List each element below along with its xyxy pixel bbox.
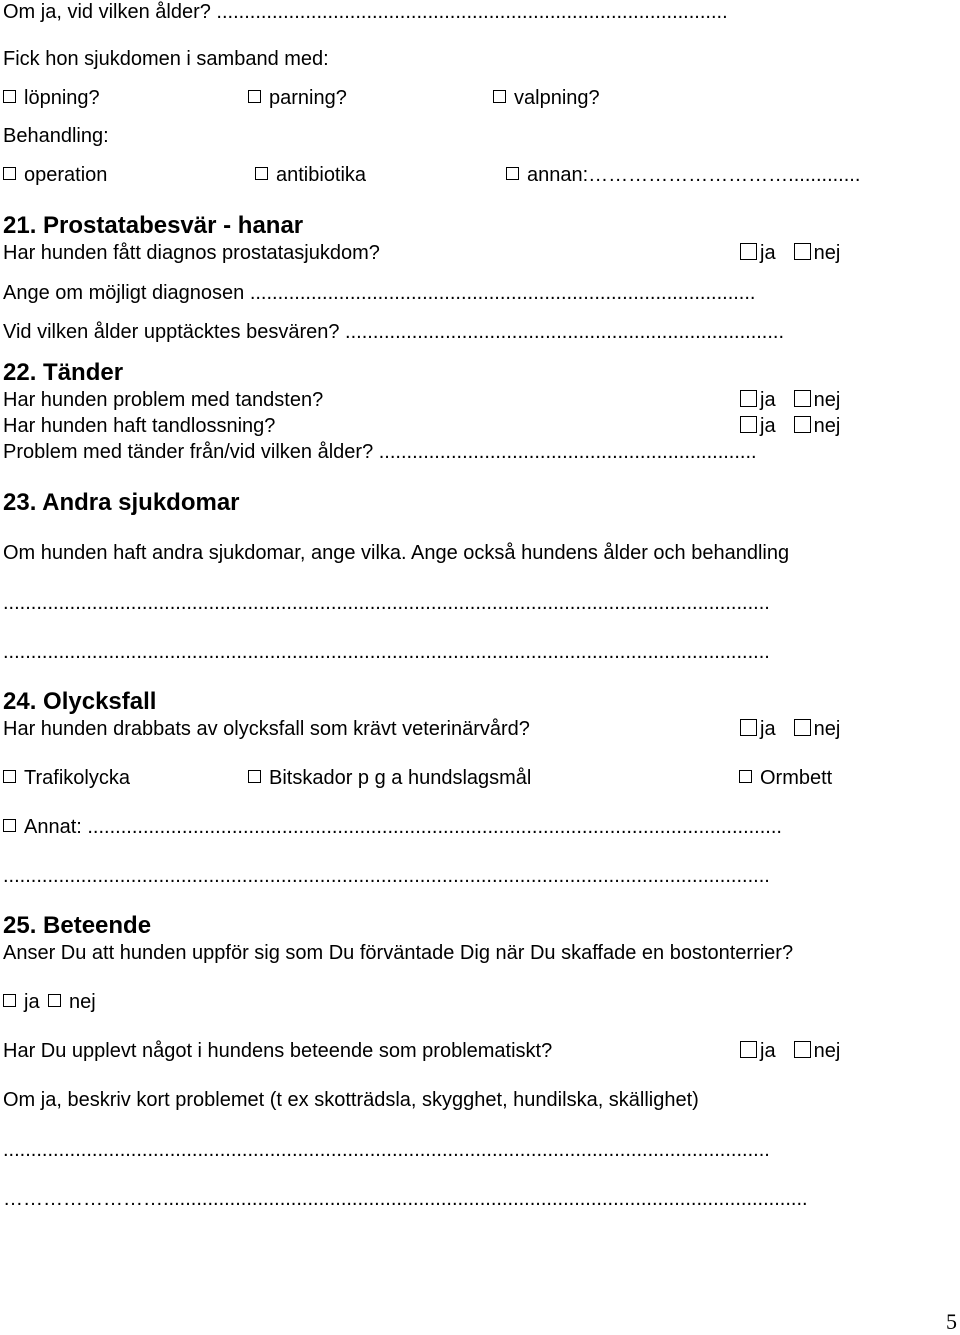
option-annan[interactable]: annan:…………………………............. <box>506 163 860 187</box>
checkbox-icon[interactable] <box>3 167 16 180</box>
checkbox-no-icon[interactable] <box>794 390 811 407</box>
checkbox-yes-icon[interactable] <box>740 243 757 260</box>
checkbox-icon[interactable] <box>248 90 261 103</box>
checkbox-yes-icon[interactable] <box>740 719 757 736</box>
checkbox-yes-icon[interactable] <box>3 994 16 1007</box>
question-diagnosen: Ange om möjligt diagnosen ........................................................................................... <box>3 282 756 304</box>
yes-no-olycksfall: ja nej <box>740 717 840 741</box>
option-ja[interactable]: ja <box>3 990 40 1014</box>
section-21-title: 21. Prostatabesvär - hanar <box>3 212 304 239</box>
option-lopning[interactable]: löpning? <box>3 86 100 110</box>
option-annat[interactable]: Annat: ............................................................................................................................. <box>3 815 782 839</box>
option-bitskador[interactable]: Bitskador p g a hundslagsmål <box>248 766 531 790</box>
question-alder-besvar: Vid vilken ålder upptäcktes besvären? ............................................................................... <box>3 321 785 343</box>
checkbox-yes-icon[interactable] <box>740 416 757 433</box>
section-22-title: 22. Tänder <box>3 359 124 386</box>
question-occasion: Fick hon sjukdomen i samband med: <box>3 48 329 70</box>
option-parning[interactable]: parning? <box>248 86 347 110</box>
question-tandlossning: Har hunden haft tandlossning? <box>3 415 276 437</box>
question-prostata-diagnos: Har hunden fått diagnos prostatasjukdom? <box>3 242 380 264</box>
question-tandsten: Har hunden problem med tandsten? <box>3 389 324 411</box>
option-trafikolycka[interactable]: Trafikolycka <box>3 766 130 790</box>
option-antibiotika[interactable]: antibiotika <box>255 163 366 187</box>
question-beskriv-problem: Om ja, beskriv kort problemet (t ex skotträdsla, skygghet, hundilska, skällighet) <box>3 1089 699 1111</box>
checkbox-icon[interactable] <box>255 167 268 180</box>
question-forvantan: Anser Du att hunden uppför sig som Du förväntade Dig när Du skaffade en bostonterrier? <box>3 942 794 964</box>
question-andra-sjukdomar: Om hunden haft andra sjukdomar, ange vilka. Ange också hundens ålder och behandling <box>3 542 790 564</box>
yes-no-tandlossning: ja nej <box>740 414 840 438</box>
checkbox-no-icon[interactable] <box>794 416 811 433</box>
checkbox-icon[interactable] <box>248 770 261 783</box>
answer-line[interactable]: .......................................................................................................................................... <box>3 592 770 614</box>
option-nej[interactable]: nej <box>48 990 96 1014</box>
checkbox-icon[interactable] <box>506 167 519 180</box>
question-tander-alder: Problem med tänder från/vid vilken ålder? .................................................................... <box>3 441 757 463</box>
section-24-title: 24. Olycksfall <box>3 688 157 715</box>
checkbox-no-icon[interactable] <box>48 994 61 1007</box>
yes-no-prostata: ja nej <box>740 241 840 265</box>
question-olycksfall: Har hunden drabbats av olycksfall som krävt veterinärvård? <box>3 718 530 740</box>
checkbox-icon[interactable] <box>3 90 16 103</box>
checkbox-no-icon[interactable] <box>794 719 811 736</box>
answer-line[interactable]: .......................................................................................................................................... <box>3 1139 770 1161</box>
question-beteende-problem: Har Du upplevt något i hundens beteende som problematiskt? <box>3 1040 553 1062</box>
checkbox-icon[interactable] <box>3 770 16 783</box>
option-valpning[interactable]: valpning? <box>493 86 600 110</box>
checkbox-icon[interactable] <box>493 90 506 103</box>
answer-line[interactable]: .......................................................................................................................................... <box>3 865 770 887</box>
question-treatment: Behandling: <box>3 125 109 147</box>
checkbox-yes-icon[interactable] <box>740 390 757 407</box>
checkbox-no-icon[interactable] <box>794 1041 811 1058</box>
answer-line[interactable]: …………………….................................................................................................................... <box>3 1188 808 1210</box>
yes-no-tandsten: ja nej <box>740 388 840 412</box>
option-ormbett[interactable]: Ormbett <box>739 766 832 790</box>
yes-no-beteende: ja nej <box>740 1039 840 1063</box>
checkbox-icon[interactable] <box>739 770 752 783</box>
section-23-title: 23. Andra sjukdomar <box>3 489 240 516</box>
checkbox-no-icon[interactable] <box>794 243 811 260</box>
option-operation[interactable]: operation <box>3 163 107 187</box>
checkbox-icon[interactable] <box>3 819 16 832</box>
checkbox-yes-icon[interactable] <box>740 1041 757 1058</box>
section-25-title: 25. Beteende <box>3 912 152 939</box>
top-line: Om ja, vid vilken ålder? ............................................................................................ <box>3 1 728 23</box>
answer-line[interactable]: .......................................................................................................................................... <box>3 641 770 663</box>
page-number: 5 <box>946 1309 957 1334</box>
